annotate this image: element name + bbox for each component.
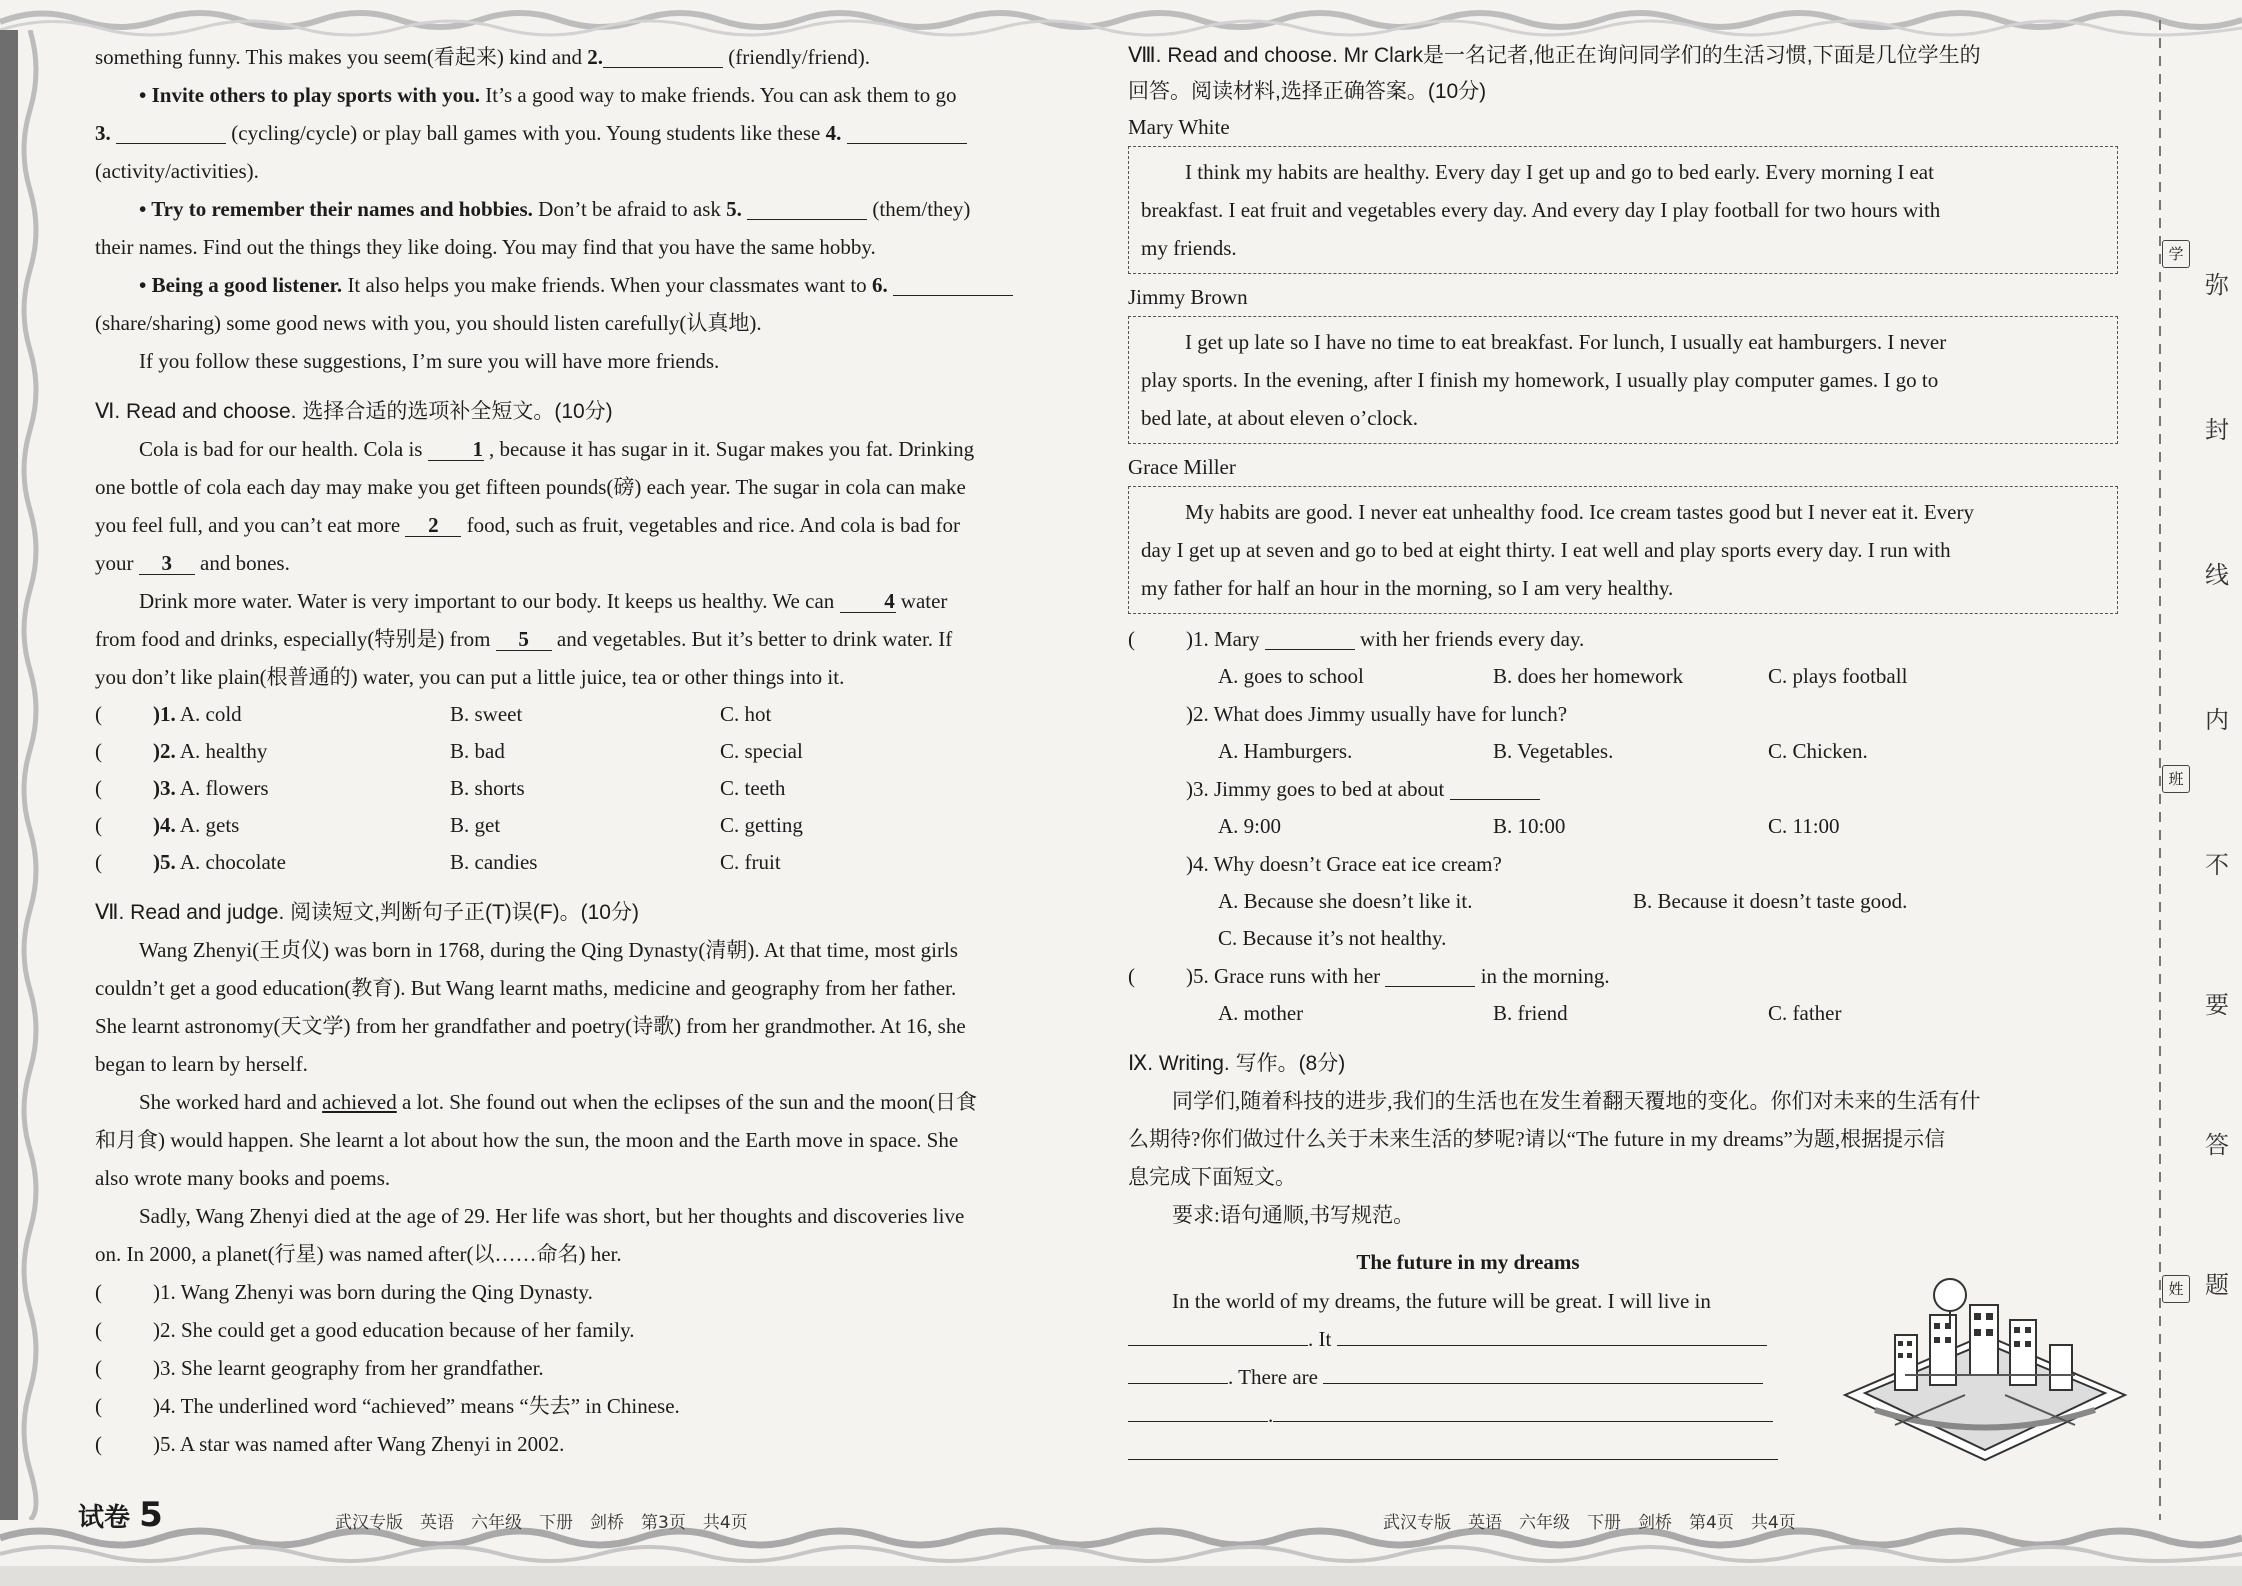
blank-number: 4. [825, 121, 842, 145]
s7-line: on. In 2000, a planet(行星) was named after(以……命名) her. [95, 1242, 622, 1266]
option-row [95, 696, 1050, 733]
option-row [95, 770, 1050, 807]
option-c: C. getting [720, 813, 803, 837]
left-page [95, 38, 1050, 1463]
bold-tip: Try to remember their names and hobbies. [146, 197, 533, 221]
question-text: )2. She could get a good education because of her family. [153, 1318, 635, 1342]
response-line: My habits are good. I never eat unhealthy food. Ice cream tastes good but I never eat it. Every [1185, 500, 1974, 524]
question-number: )5. [153, 850, 176, 874]
answer-paren[interactable]: ( [95, 850, 102, 874]
answer-paren[interactable]: ( [95, 1394, 102, 1418]
cont-para-remember: • Try to remember their names and hobbies. Don’t be afraid to ask 5. (them/they) [139, 197, 971, 221]
question-text: )1. Mary [1186, 627, 1265, 651]
answer-blank-5[interactable] [747, 197, 867, 220]
paper-number [78, 1495, 163, 1535]
section-9-heading: Ⅸ. Writing. 写作。(8分) [1128, 1052, 1346, 1075]
underlined-word: achieved [322, 1090, 397, 1114]
text: (them/they) [867, 197, 971, 221]
binding-char: 要 [2205, 991, 2229, 1019]
section-8-heading-1: Ⅷ. Read and choose. Mr Clark是一名记者,他正在询问同学们的生活习惯,下面是几位学生的 [1128, 44, 1981, 67]
cont-para-listener: • Being a good listener. It also helps you make friends. When your classmates want to 6. [95, 266, 1050, 304]
numbered-blank[interactable]: 5 [496, 628, 552, 651]
numbered-blank[interactable]: 4 [840, 590, 896, 613]
s6-line [95, 430, 1050, 468]
cont-line-3 [95, 114, 1050, 152]
answer-blank[interactable] [1450, 777, 1540, 800]
future-city-illustration [1835, 1275, 2135, 1465]
answer-blank[interactable] [1265, 627, 1355, 650]
option-c: C. hot [720, 702, 772, 726]
text: (friendly/friend). [723, 45, 870, 69]
response-box [1128, 316, 2118, 444]
judge-question [95, 1273, 1050, 1311]
text: Drink more water. Water is very important to our body. It keeps us healthy. We can [139, 589, 840, 613]
answer-paren[interactable]: ( [95, 702, 102, 726]
option-c: C. plays football [1768, 664, 1908, 688]
s9-requirement: 要求:语句通顺,书写规范。 [1172, 1203, 1415, 1227]
option-row [1128, 920, 2118, 957]
text: It also helps you make friends. When your classmates want to [342, 273, 872, 297]
blank-number: 6. [871, 273, 888, 297]
option-b: B. does her homework [1493, 664, 1684, 688]
text: Don’t be afraid to ask [532, 197, 727, 221]
response-box [1128, 146, 2118, 274]
choice-question [1128, 770, 2118, 808]
binding-box-label: 姓 [2162, 1275, 2190, 1303]
option-row [95, 807, 1050, 844]
s6-line [95, 582, 1050, 620]
person-name: Mary White [1128, 115, 1230, 139]
s7-line: Wang Zhenyi(王贞仪) was born in 1768, during the Qing Dynasty(清朝). At that time, most girls [139, 938, 958, 962]
option-row [1128, 733, 2118, 770]
option-c: C. fruit [720, 850, 781, 874]
s9-line: 同学们,随着科技的进步,我们的生活也在发生着翻天覆地的变化。你们对未来的生活有什 [1172, 1089, 1981, 1113]
cont-line-4: (activity/activities). [95, 159, 259, 183]
text: It’s a good way to make friends. You can ask them to go [480, 83, 957, 107]
numbered-blank[interactable]: 2 [405, 514, 461, 537]
answer-paren[interactable]: ( [95, 1432, 102, 1456]
essay-line [1128, 1434, 1808, 1472]
response-line: my father for half an hour in the morning, so I am very healthy. [1141, 576, 1674, 600]
option-b: B. Because it doesn’t taste good. [1633, 889, 1908, 913]
response-line: day I get up at seven and go to bed at eight thirty. I eat well and play sports every day. I run with [1141, 538, 1951, 562]
essay-line [1128, 1396, 1808, 1434]
answer-paren[interactable]: ( [95, 1318, 102, 1342]
option-row [95, 844, 1050, 881]
essay-area [1128, 1242, 1808, 1472]
s6-line [95, 620, 1050, 658]
question-number: )1. [153, 702, 176, 726]
option-b: B. friend [1493, 1001, 1568, 1025]
section-7-heading: Ⅶ. Read and judge. 阅读短文,判断句子正(T)误(F)。(10分) [95, 901, 639, 924]
answer-paren[interactable]: ( [95, 739, 102, 763]
s6-line: you don’t like plain(根普通的) water, you can put a little juice, tea or other things into it. [95, 665, 845, 689]
binding-char: 答 [2205, 1131, 2229, 1159]
blank-number: 3. [95, 121, 111, 145]
text: from food and drinks, especially(特别是) from [95, 627, 496, 651]
option-b: B. bad [450, 739, 505, 763]
s7-line: began to learn by herself. [95, 1052, 308, 1076]
option-col [95, 733, 450, 770]
s7-questions [95, 1273, 1050, 1463]
option-row [1128, 808, 2118, 845]
numbered-blank[interactable]: 1 [428, 438, 484, 461]
option-b: B. get [450, 813, 501, 837]
question-text: )3. She learnt geography from her grandfather. [153, 1356, 544, 1380]
answer-blank-6[interactable] [893, 273, 1013, 296]
option-a: A. healthy [175, 739, 268, 763]
answer-blank-3[interactable] [116, 121, 226, 144]
option-c: C. Chicken. [1768, 739, 1868, 763]
binding-char: 题 [2205, 1271, 2229, 1299]
question-text: )2. What does Jimmy usually have for lunch? [1186, 702, 1568, 726]
binding-char: 线 [2205, 561, 2229, 589]
s9-line: 息完成下面短文。 [1128, 1165, 1296, 1189]
bold-tip: Invite others to play sports with you. [146, 83, 481, 107]
response-line: my friends. [1141, 236, 1237, 260]
option-c: C. 11:00 [1768, 814, 1840, 838]
option-c: C. teeth [720, 776, 786, 800]
answer-paren[interactable]: ( [1128, 964, 1135, 988]
write-line[interactable] [1128, 1383, 1228, 1384]
answer-paren[interactable]: ( [95, 776, 102, 800]
judge-question [95, 1311, 1050, 1349]
text: Cola is bad for our health. Cola is [139, 437, 428, 461]
s7-line: couldn’t get a good education(教育). But Wang learnt maths, medicine and geography from her father. [95, 976, 957, 1000]
write-line[interactable] [1128, 1421, 1268, 1422]
binding-box-label: 班 [2162, 765, 2190, 793]
response-box [1128, 486, 2118, 614]
option-row [1128, 995, 2118, 1032]
blank-number: 2. [587, 45, 604, 69]
cont-line-8: (share/sharing) some good news with you, you should listen carefully(认真地). [95, 311, 762, 335]
answer-blank-4[interactable] [847, 121, 967, 144]
question-text: )1. Wang Zhenyi was born during the Qing Dynasty. [153, 1280, 593, 1304]
option-b: B. shorts [450, 776, 525, 800]
question-text: )4. The underlined word “achieved” means “失去” in Chinese. [153, 1394, 680, 1418]
option-c: C. father [1768, 1001, 1842, 1025]
text: a lot. She found out when the eclipses of the sun and the moon(日食 [396, 1090, 978, 1114]
question-number: )2. [153, 739, 176, 763]
answer-paren[interactable]: ( [95, 1280, 102, 1304]
s8-people [1128, 110, 2118, 614]
s6-line [95, 506, 1050, 544]
write-line[interactable] [1337, 1345, 1767, 1346]
response-line: I think my habits are healthy. Every day I get up and go to bed early. Every morning I eat [1185, 160, 1934, 184]
left-footer: 武汉专版 英语 六年级 下册 剑桥 第3页 共4页 [335, 1513, 748, 1533]
option-a: A. mother [1218, 1001, 1304, 1025]
cont-line-6: their names. Find out the things they like doing. You may find that you have the same hobby. [95, 235, 876, 259]
answer-paren[interactable]: ( [95, 1356, 102, 1380]
binding-char: 封 [2205, 416, 2229, 444]
cont-line-1 [95, 38, 1050, 76]
cont-para-invite: • Invite others to play sports with you. It’s a good way to make friends. You can ask them to go [139, 83, 957, 107]
blank-number: 5. [726, 197, 742, 221]
judge-question [95, 1425, 1050, 1463]
essay-line [1128, 1320, 1808, 1358]
option-a: A. Because she doesn’t like it. [1218, 889, 1473, 913]
text: and bones. [194, 551, 290, 575]
top-wave-border [0, 0, 2242, 40]
s6-options [95, 696, 1050, 881]
text: . [1268, 1403, 1274, 1427]
judge-question [95, 1387, 1050, 1425]
text: and vegetables. But it’s better to drink water. If [551, 627, 953, 651]
text: (cycling/cycle) or play ball games with you. Young students like these [226, 121, 826, 145]
bold-tip: Being a good listener. [146, 273, 343, 297]
right-page [1128, 38, 2118, 1472]
text: something funny. This makes you seem(看起来) kind and [95, 45, 588, 69]
section-6-heading: Ⅵ. Read and choose. 选择合适的选项补全短文。(10分) [95, 400, 613, 423]
s7-line: 和月食) would happen. She learnt a lot about how the sun, the moon and the Earth move in space. She [95, 1128, 959, 1152]
right-footer: 武汉专版 英语 六年级 下册 剑桥 第4页 共4页 [1383, 1513, 1796, 1533]
s6-line: one bottle of cola each day may make you get fifteen pounds(磅) each year. The sugar in cola can make [95, 475, 966, 499]
numbered-blank[interactable]: 3 [139, 552, 195, 575]
text: water [895, 589, 948, 613]
paper-label: 试卷 [78, 1503, 131, 1533]
option-a: C. Because it’s not healthy. [1218, 926, 1447, 950]
binding-char: 弥 [2205, 271, 2229, 299]
option-a: A. flowers [175, 776, 269, 800]
s7-line: She learnt astronomy(天文学) from her grandfather and poetry(诗歌) from her grandmother. At 16, she [95, 1014, 966, 1038]
option-row [1128, 883, 2118, 920]
paper-num: 5 [139, 1495, 163, 1535]
response-line: bed late, at about eleven o’clock. [1141, 406, 1418, 430]
option-col [95, 770, 450, 807]
text: She worked hard and [139, 1090, 323, 1114]
judge-question [95, 1349, 1050, 1387]
option-a: A. Hamburgers. [1218, 739, 1353, 763]
s8-questions [1128, 620, 2118, 1032]
answer-paren[interactable]: ( [1128, 627, 1135, 651]
text: , because it has sugar in it. Sugar makes you fat. Drinking [483, 437, 975, 461]
option-b: B. 10:00 [1493, 814, 1566, 838]
option-col [95, 696, 450, 733]
essay-title: The future in my dreams [1356, 1250, 1580, 1274]
option-a: A. chocolate [175, 850, 286, 874]
option-col [95, 844, 450, 881]
option-a: A. 9:00 [1218, 814, 1281, 838]
s7-line: Sadly, Wang Zhenyi died at the age of 29. Her life was short, but her thoughts and discoveries live [139, 1204, 965, 1228]
option-b: B. Vegetables. [1493, 739, 1614, 763]
answer-blank-2[interactable] [603, 45, 723, 68]
question-text: )3. Jimmy goes to bed at about [1186, 777, 1450, 801]
cont-line-9: If you follow these suggestions, I’m sure you will have more friends. [139, 349, 720, 373]
choice-question [1128, 845, 2118, 883]
binding-margin [2150, 20, 2242, 1520]
option-a: A. goes to school [1218, 664, 1364, 688]
binding-char: 内 [2205, 706, 2229, 734]
question-number: )3. [153, 776, 176, 800]
section-8-heading-2: 回答。阅读材料,选择正确答案。(10分) [1128, 80, 1487, 103]
write-line[interactable] [1273, 1421, 1773, 1422]
write-line[interactable] [1128, 1459, 1778, 1460]
s9-line: 么期待?你们做过什么关于未来生活的梦呢?请以“The future in my dreams”为题,根据提示信 [1128, 1127, 1946, 1151]
left-wave-border [0, 30, 60, 1520]
question-text: with her friends every day. [1354, 627, 1585, 651]
question-number: )4. [153, 813, 176, 837]
option-col [95, 807, 450, 844]
option-a: A. gets [175, 813, 240, 837]
write-line[interactable] [1128, 1345, 1308, 1346]
choice-question [1128, 957, 2118, 995]
essay-line [1128, 1358, 1808, 1396]
option-c: C. special [720, 739, 803, 763]
essay-line: In the world of my dreams, the future will be great. I will live in [1172, 1289, 1711, 1313]
question-text: )4. Why doesn’t Grace eat ice cream? [1186, 852, 1502, 876]
text: . It [1308, 1327, 1332, 1351]
option-a: A. cold [175, 702, 242, 726]
s7-line [95, 1083, 1050, 1121]
option-b: B. candies [450, 850, 538, 874]
binding-box-label: 学 [2162, 240, 2190, 268]
answer-paren[interactable]: ( [95, 813, 102, 837]
s6-line [95, 544, 1050, 582]
choice-question [1128, 695, 2118, 733]
text: food, such as fruit, vegetables and rice. And cola is bad for [461, 513, 961, 537]
option-b: B. sweet [450, 702, 523, 726]
text: you feel full, and you can’t eat more [95, 513, 406, 537]
person-name: Jimmy Brown [1128, 285, 1248, 309]
person-name: Grace Miller [1128, 455, 1236, 479]
response-line: breakfast. I eat fruit and vegetables every day. And every day I play football for two hours with [1141, 198, 1941, 222]
option-row [95, 733, 1050, 770]
write-line[interactable] [1323, 1383, 1763, 1384]
response-line: play sports. In the evening, after I finish my homework, I usually play computer games. I go to [1141, 368, 1939, 392]
question-text: )5. Grace runs with her [1186, 964, 1386, 988]
s7-line: also wrote many books and poems. [95, 1166, 391, 1190]
text: . There are [1228, 1365, 1318, 1389]
answer-blank[interactable] [1385, 964, 1475, 987]
option-row [1128, 658, 2118, 695]
response-line: I get up late so I have no time to eat breakfast. For lunch, I usually eat hamburgers. I never [1185, 330, 1947, 354]
question-text: in the morning. [1475, 964, 1610, 988]
question-text: )5. A star was named after Wang Zhenyi in 2002. [153, 1432, 565, 1456]
binding-char: 不 [2205, 851, 2229, 879]
text: your [95, 551, 139, 575]
choice-question [1128, 620, 2118, 658]
